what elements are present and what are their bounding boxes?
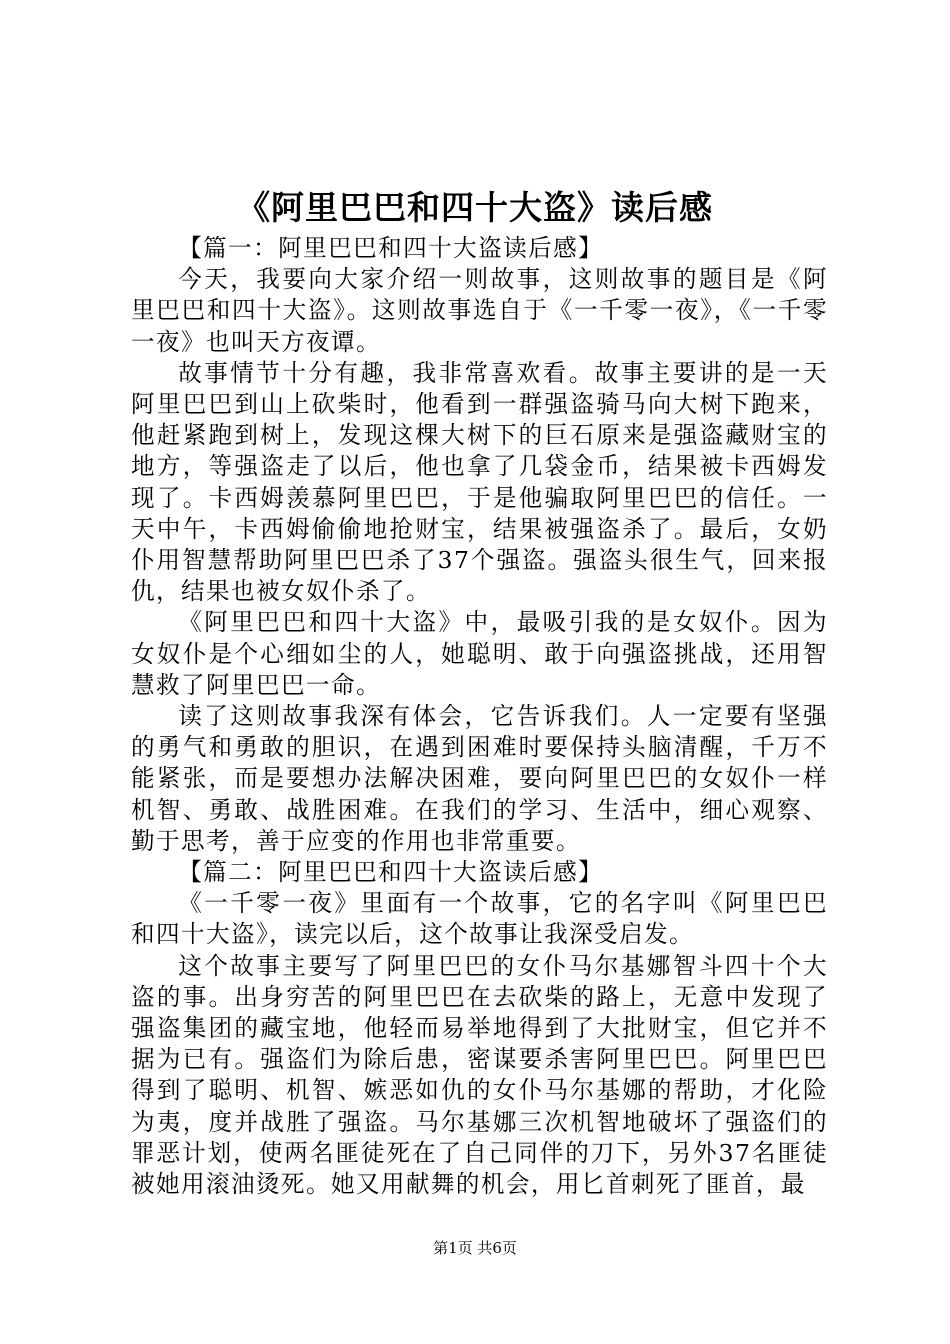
paragraph: 读了这则故事我深有体会，它告诉我们。人一定要有坚强的勇气和勇敢的胆识，在遇到困难时要保持头脑清醒，千万不能紧张，而是要想办法解决困难，要向阿里巴巴的女奴仆一样机智、勇敢、战胜困难。在我们的学习、生活中，细心观察、勤于思考，善于应变的作用也非常重要。	[131, 702, 828, 855]
page-footer: 第1页 共6页	[433, 1239, 517, 1257]
document-title: 《阿里巴巴和四十大盗》读后感	[237, 188, 713, 227]
document-body	[131, 233, 828, 1200]
paragraph: 《一千零一夜》里面有一个故事，它的名字叫《阿里巴巴和四十大盗》，读完以后，这个故事让我深受启发。	[131, 889, 828, 949]
paragraph: 这个故事主要写了阿里巴巴的女仆马尔基娜智斗四十个大盗的事。出身穷苦的阿里巴巴在去砍柴的路上，无意中发现了强盗集团的藏宝地，他轻而易举地得到了大批财宝，但它并不据为已有。强盗们为除后患，密谋要杀害阿里巴巴。阿里巴巴得到了聪明、机智、嫉恶如仇的女仆马尔基娜的帮助，才化险为夷，度并战胜了强盗。马尔基娜三次机智地破坏了强盗们的罪恶计划，使两名匪徒死在了自己同伴的刀下，另外37名匪徒被她用滚油烫死。她又用献舞的机会，用匕首刺死了匪首，最	[131, 951, 828, 1199]
paragraph: 今天，我要向大家介绍一则故事，这则故事的题目是《阿里巴巴和四十大盗》。这则故事选自于《一千零一夜》，《一千零一夜》也叫天方夜谭。	[131, 265, 828, 356]
paragraph: 故事情节十分有趣，我非常喜欢看。故事主要讲的是一天阿里巴巴到山上砍柴时，他看到一群强盗骑马向大树下跑来，他赶紧跑到树上，发现这棵大树下的巨石原来是强盗藏财宝的地方，等强盗走了以后，他也拿了几袋金币，结果被卡西姆发现了。卡西姆羡慕阿里巴巴，于是他骗取阿里巴巴的信任。一天中午，卡西姆偷偷地抢财宝，结果被强盗杀了。最后，女奶仆用智慧帮助阿里巴巴杀了37个强盗。强盗头很生气，回来报仇，结果也被女奴仆杀了。	[131, 358, 828, 606]
paragraph: 《阿里巴巴和四十大盗》中，最吸引我的是女奴仆。因为女奴仆是个心细如尘的人，她聪明、敢于向强盗挑战，还用智慧救了阿里巴巴一命。	[131, 608, 828, 699]
section-heading: 【篇二：阿里巴巴和四十大盗读后感】	[178, 858, 604, 887]
section-heading: 【篇一：阿里巴巴和四十大盗读后感】	[178, 234, 604, 262]
